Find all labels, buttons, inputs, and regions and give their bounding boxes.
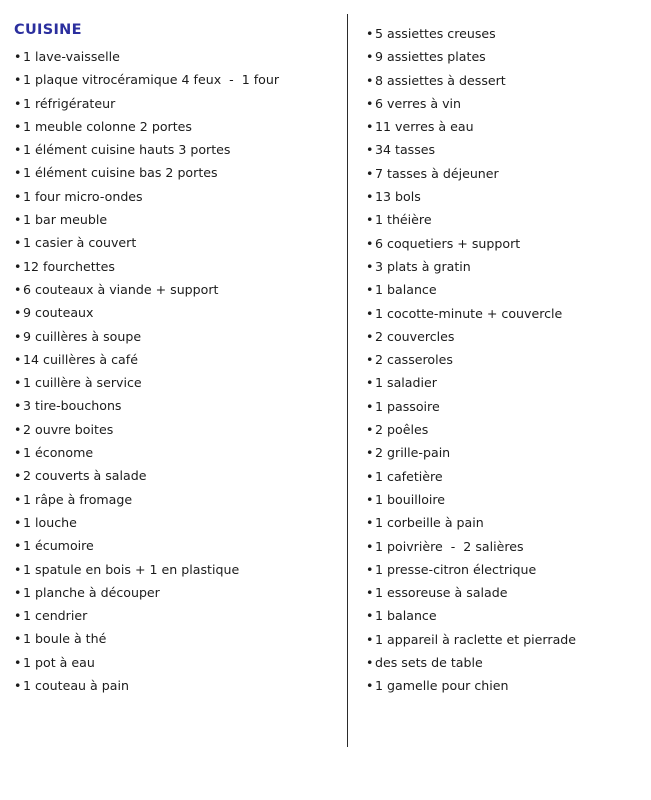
bullet-icon: • xyxy=(366,328,374,344)
bullet-icon: • xyxy=(366,375,374,391)
column-divider xyxy=(347,14,348,747)
list-item-label: 1 théière xyxy=(375,212,432,228)
bullet-icon: • xyxy=(14,491,22,507)
bullet-icon: • xyxy=(366,49,374,65)
bullet-icon: • xyxy=(14,468,22,484)
list-item-label: 1 plaque vitrocéramique 4 feux - 1 four xyxy=(23,72,280,88)
bullet-icon: • xyxy=(366,165,374,181)
list-item-label: 1 louche xyxy=(23,514,77,530)
bullet-icon: • xyxy=(14,212,22,228)
list-item-label: 5 assiettes creuses xyxy=(375,26,496,41)
list-item-label: 3 tire-bouchons xyxy=(23,398,122,414)
list-item xyxy=(366,418,641,441)
inventory-list-right xyxy=(366,22,641,698)
list-item xyxy=(366,302,641,325)
list-item xyxy=(14,301,339,324)
bullet-icon: • xyxy=(366,538,374,554)
list-item xyxy=(14,92,339,115)
bullet-icon: • xyxy=(366,282,374,298)
list-item-label: 1 bar meuble xyxy=(23,212,108,228)
list-item xyxy=(14,511,339,534)
bullet-icon: • xyxy=(366,631,374,647)
list-item-label: 14 cuillères à café xyxy=(23,351,138,367)
bullet-icon: • xyxy=(14,654,22,670)
list-item-label: 9 cuillères à soupe xyxy=(23,328,142,344)
bullet-icon: • xyxy=(366,26,374,41)
list-item xyxy=(366,115,641,138)
list-item xyxy=(366,558,641,581)
bullet-icon: • xyxy=(14,328,22,344)
list-item xyxy=(366,162,641,185)
list-item xyxy=(366,92,641,115)
list-item-label: 1 boule à thé xyxy=(23,631,107,647)
list-item-label: 1 râpe à fromage xyxy=(23,491,133,507)
list-item-label: 13 bols xyxy=(375,189,421,205)
bullet-icon: • xyxy=(14,538,22,554)
list-item-label: 1 couteau à pain xyxy=(23,678,129,694)
list-item xyxy=(14,45,339,68)
bullet-icon: • xyxy=(14,421,22,437)
list-item xyxy=(14,255,339,278)
list-item xyxy=(14,278,339,301)
list-item-label: 7 tasses à déjeuner xyxy=(375,165,499,181)
list-item-label: 1 essoreuse à salade xyxy=(375,585,508,601)
list-item-label: 1 gamelle pour chien xyxy=(375,678,509,694)
list-item xyxy=(366,511,641,534)
list-item xyxy=(366,674,641,697)
list-item xyxy=(14,161,339,184)
list-item xyxy=(14,185,339,208)
list-item xyxy=(14,138,339,161)
list-item-label: 1 bouilloire xyxy=(375,491,446,507)
list-item xyxy=(14,115,339,138)
bullet-icon: • xyxy=(366,212,374,228)
list-item xyxy=(366,488,641,511)
bullet-icon: • xyxy=(366,608,374,624)
list-item xyxy=(366,325,641,348)
list-item xyxy=(14,418,339,441)
bullet-icon: • xyxy=(366,491,374,507)
list-item-label: 2 grille-pain xyxy=(375,445,451,461)
list-item-label: 2 couverts à salade xyxy=(23,468,147,484)
list-item-label: 9 couteaux xyxy=(23,305,94,321)
bullet-icon: • xyxy=(14,351,22,367)
bullet-icon: • xyxy=(14,305,22,321)
bullet-icon: • xyxy=(366,561,374,577)
list-item-label: 1 pot à eau xyxy=(23,654,95,670)
bullet-icon: • xyxy=(366,678,374,694)
list-item-label: 2 poêles xyxy=(375,422,429,438)
bullet-icon: • xyxy=(14,235,22,251)
list-item xyxy=(14,488,339,511)
bullet-icon: • xyxy=(366,189,374,205)
bullet-icon: • xyxy=(14,375,22,391)
list-item-label: 6 couteaux à viande + support xyxy=(23,281,219,297)
bullet-icon: • xyxy=(14,561,22,577)
list-item xyxy=(14,394,339,417)
bullet-icon: • xyxy=(366,398,374,414)
list-item xyxy=(366,255,641,278)
list-item xyxy=(14,534,339,557)
list-item-label: 1 planche à découper xyxy=(23,584,160,600)
page-title: CUISINE xyxy=(14,22,82,38)
list-item-label: 12 fourchettes xyxy=(23,258,115,274)
bullet-icon: • xyxy=(14,608,22,624)
bullet-icon: • xyxy=(14,142,22,158)
list-item xyxy=(366,395,641,418)
list-item-label: 1 meuble colonne 2 portes xyxy=(23,118,192,134)
list-item xyxy=(366,371,641,394)
list-item-label: 1 spatule en bois + 1 en plastique xyxy=(23,561,240,577)
list-item xyxy=(14,348,339,371)
list-item-label: 6 verres à vin xyxy=(375,95,462,111)
list-item xyxy=(366,441,641,464)
bullet-icon: • xyxy=(14,584,22,600)
list-item-label: 1 écumoire xyxy=(23,538,94,554)
list-item xyxy=(366,185,641,208)
list-item xyxy=(366,45,641,68)
list-item xyxy=(14,604,339,627)
list-item-label: 1 poivrière - 2 salières xyxy=(375,538,524,554)
list-item-label: 1 balance xyxy=(375,282,437,298)
list-item xyxy=(366,69,641,92)
list-item-label: 1 presse-citron électrique xyxy=(375,561,537,577)
list-item-label: 1 élément cuisine bas 2 portes xyxy=(23,165,218,181)
list-item xyxy=(366,278,641,301)
list-item-label: 9 assiettes plates xyxy=(375,49,486,65)
list-item-label: 1 saladier xyxy=(375,375,437,391)
list-item-label: 1 économe xyxy=(23,445,94,461)
list-item xyxy=(366,348,641,371)
list-item xyxy=(14,581,339,604)
bullet-icon: • xyxy=(366,468,374,484)
list-item xyxy=(14,627,339,650)
bullet-icon: • xyxy=(366,95,374,111)
list-item-label: 1 élément cuisine hauts 3 portes xyxy=(23,142,231,158)
bullet-icon: • xyxy=(14,514,22,530)
list-item xyxy=(14,208,339,231)
inventory-list-left xyxy=(14,45,339,697)
list-item-label: 6 coquetiers + support xyxy=(375,235,521,251)
bullet-icon: • xyxy=(14,398,22,414)
bullet-icon: • xyxy=(14,258,22,274)
bullet-icon: • xyxy=(366,655,374,671)
bullet-icon: • xyxy=(14,281,22,297)
list-item-label: 1 balance xyxy=(375,608,437,624)
bullet-icon: • xyxy=(14,49,22,64)
list-item-label: 1 réfrigérateur xyxy=(23,95,116,111)
list-item-label: 11 verres à eau xyxy=(375,119,474,135)
list-item xyxy=(14,441,339,464)
list-item xyxy=(14,325,339,348)
list-item-label: 1 corbeille à pain xyxy=(375,515,484,531)
bullet-icon: • xyxy=(14,118,22,134)
list-item-label: 8 assiettes à dessert xyxy=(375,72,506,88)
list-item xyxy=(366,22,641,45)
bullet-icon: • xyxy=(366,72,374,88)
bullet-icon: • xyxy=(366,445,374,461)
list-item xyxy=(366,535,641,558)
bullet-icon: • xyxy=(366,422,374,438)
list-item-label: 34 tasses xyxy=(375,142,436,158)
list-item xyxy=(366,604,641,627)
list-item-label: 1 cocotte-minute + couvercle xyxy=(375,305,563,321)
bullet-icon: • xyxy=(14,678,22,694)
list-item-label: 1 passoire xyxy=(375,398,440,414)
list-item-label: des sets de table xyxy=(375,655,483,671)
list-item-label: 1 casier à couvert xyxy=(23,235,137,251)
bullet-icon: • xyxy=(366,585,374,601)
list-item-label: 1 appareil à raclette et pierrade xyxy=(375,631,577,647)
list-item-label: 2 couvercles xyxy=(375,328,455,344)
bullet-icon: • xyxy=(14,188,22,204)
bullet-icon: • xyxy=(366,258,374,274)
list-item-label: 3 plats à gratin xyxy=(375,258,471,274)
bullet-icon: • xyxy=(14,95,22,111)
list-item xyxy=(14,674,339,697)
list-item-label: 1 lave-vaisselle xyxy=(23,49,120,64)
bullet-icon: • xyxy=(14,72,22,88)
bullet-icon: • xyxy=(14,631,22,647)
bullet-icon: • xyxy=(366,515,374,531)
list-item xyxy=(14,231,339,254)
list-item xyxy=(366,628,641,651)
list-item xyxy=(366,465,641,488)
list-item-label: 1 cafetière xyxy=(375,468,443,484)
bullet-icon: • xyxy=(366,119,374,135)
list-item xyxy=(366,138,641,161)
bullet-icon: • xyxy=(14,165,22,181)
bullet-icon: • xyxy=(14,445,22,461)
list-item-label: 1 cendrier xyxy=(23,608,88,624)
bullet-icon: • xyxy=(366,352,374,368)
list-item xyxy=(14,464,339,487)
list-item xyxy=(14,371,339,394)
bullet-icon: • xyxy=(366,305,374,321)
list-item xyxy=(366,232,641,255)
list-item xyxy=(366,651,641,674)
list-item xyxy=(366,208,641,231)
list-item xyxy=(14,651,339,674)
bullet-icon: • xyxy=(366,142,374,158)
list-item xyxy=(366,581,641,604)
list-item-label: 1 four micro-ondes xyxy=(23,188,143,204)
list-item-label: 2 casseroles xyxy=(375,352,453,368)
list-item-label: 2 ouvre boites xyxy=(23,421,114,437)
list-item xyxy=(14,68,339,91)
bullet-icon: • xyxy=(366,235,374,251)
list-item-label: 1 cuillère à service xyxy=(23,375,142,391)
list-item xyxy=(14,558,339,581)
